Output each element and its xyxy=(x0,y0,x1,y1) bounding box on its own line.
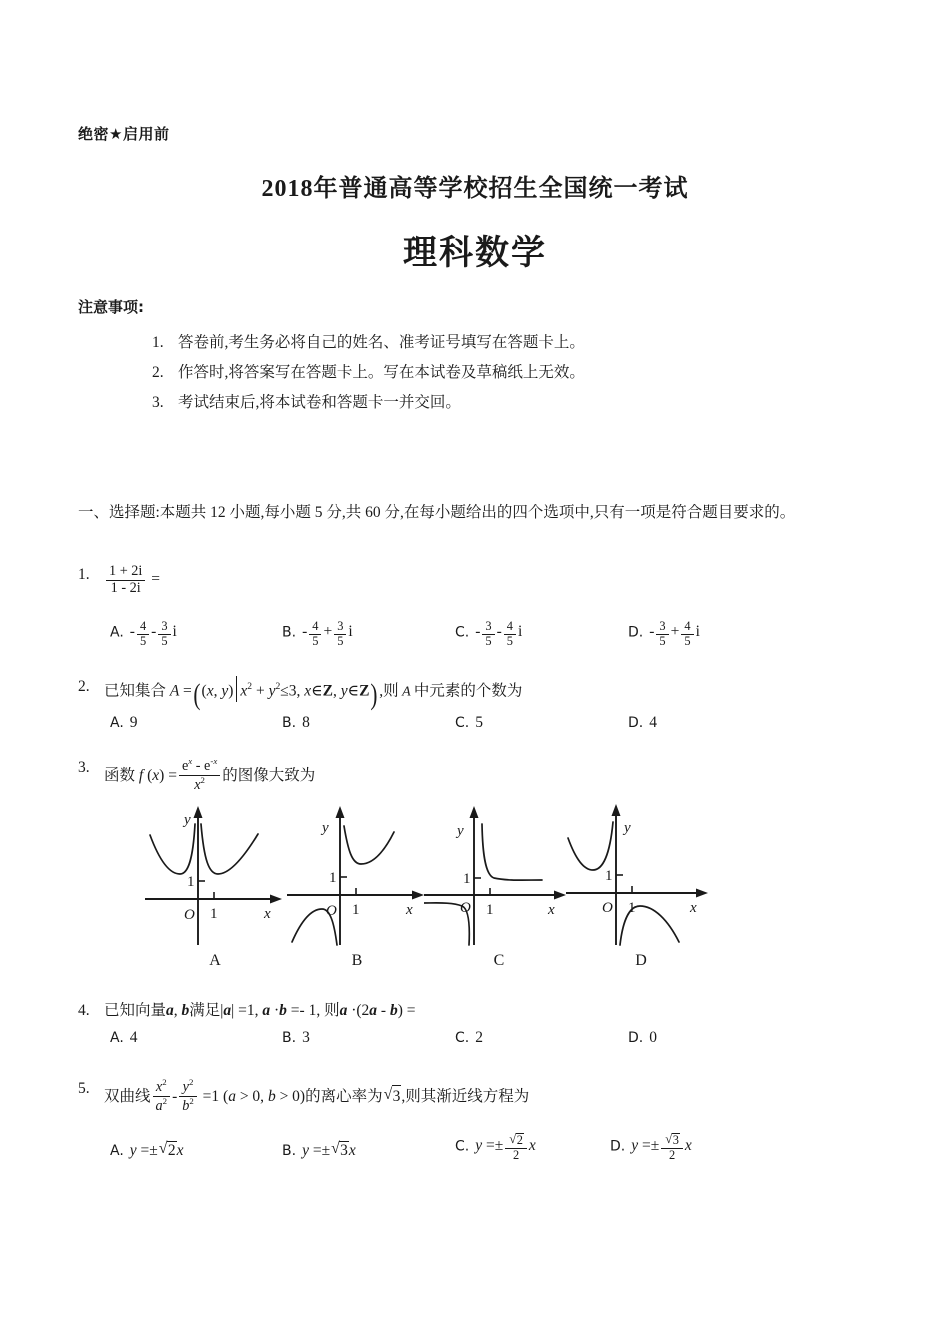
graph-option-b[interactable] xyxy=(282,802,432,987)
notice-item-number: 3. xyxy=(152,394,164,411)
graph-option-d[interactable] xyxy=(566,802,716,987)
graph-b-svg xyxy=(282,802,432,952)
y-tick-label-1: 1 xyxy=(187,874,195,890)
graph-option-a[interactable] xyxy=(140,802,290,987)
notice-list xyxy=(152,328,852,418)
option-b-value: - $\frac{4}{5}$ + $\frac{3}{5}$ i xyxy=(302,619,353,648)
question-5-prefix: 双曲线 xyxy=(104,1087,151,1105)
hyperbola-fraction-y: $\frac{y^2}{b^2}$ xyxy=(179,1078,197,1114)
option-d-label: D. xyxy=(628,715,644,731)
notice-item xyxy=(152,358,852,388)
notice-item xyxy=(152,388,852,418)
x-axis-arrow xyxy=(270,895,282,904)
option-c[interactable] xyxy=(455,1029,483,1047)
x-axis-arrow xyxy=(696,889,708,898)
y-axis-label: y xyxy=(322,820,329,836)
y-axis-arrow xyxy=(612,804,621,816)
y-axis-arrow xyxy=(194,806,203,818)
option-d-label: D. xyxy=(628,1030,644,1046)
curve-right-branch xyxy=(201,824,258,874)
complex-fraction: $\frac{1 + 2i}{1 - 2i}$ xyxy=(106,564,145,597)
question-4-number: 4. xyxy=(78,1002,90,1019)
graph-d-label: D xyxy=(635,952,647,969)
x-axis-label: x xyxy=(264,906,271,922)
option-c-label: C. xyxy=(455,715,470,731)
x-axis-arrow xyxy=(412,891,424,900)
option-b[interactable] xyxy=(282,1141,356,1160)
function-fraction: $\frac{e^x - e^{-x}}{x^2}$ xyxy=(179,757,220,793)
option-b-label: B. xyxy=(282,1143,297,1159)
notice-item xyxy=(152,328,852,358)
question-1 xyxy=(78,564,160,597)
origin-label: O xyxy=(460,900,471,916)
option-a-value: 4 xyxy=(129,1029,138,1046)
secret-mark: 绝密★启用前 xyxy=(78,125,170,143)
option-c[interactable] xyxy=(455,714,483,732)
question-1-stem: $\frac{1 + 2i}{1 - 2i}$ = xyxy=(104,564,160,597)
option-c-value: 2 xyxy=(475,1029,483,1046)
question-5-number: 5. xyxy=(78,1080,90,1097)
option-b-value: 3 xyxy=(302,1029,310,1046)
option-c-value: y =± √ $\frac{2}{2}$ x xyxy=(475,1137,536,1154)
question-3 xyxy=(78,757,315,793)
x-tick-label-1: 1 xyxy=(486,902,494,918)
option-d-label: D. xyxy=(610,1138,626,1155)
curve-left-branch xyxy=(568,822,613,870)
question-5-mid: 的离心率为 xyxy=(305,1087,383,1105)
option-a[interactable] xyxy=(110,1029,138,1047)
option-a-label: A. xyxy=(110,1030,124,1046)
option-a[interactable] xyxy=(110,1141,183,1160)
option-d-value: - $\frac{3}{5}$ + $\frac{4}{5}$ i xyxy=(649,619,700,648)
question-2-number: 2. xyxy=(78,678,90,695)
graph-a-svg xyxy=(140,802,290,952)
option-b-label: B. xyxy=(282,715,297,731)
x-axis-label: x xyxy=(406,902,413,918)
option-b-value: 8 xyxy=(302,714,310,731)
question-3-graphs xyxy=(140,802,840,987)
question-2-prefix: 已知集合 xyxy=(104,682,167,700)
question-3-stem: 函数 f (x) = $\frac{e^x - e^{-x}}{x^2}$ 的图像大致为 xyxy=(104,756,316,793)
option-d[interactable] xyxy=(628,1029,657,1047)
y-tick-label-1: 1 xyxy=(463,871,471,887)
sqrt-3: √ 3 xyxy=(384,1085,402,1108)
option-d-label: D. xyxy=(628,624,644,641)
option-c-value: - $\frac{3}{5}$ - $\frac{4}{5}$ i xyxy=(475,619,523,648)
graph-b-label: B xyxy=(351,952,363,969)
x-axis-arrow xyxy=(554,891,566,900)
x-tick-label-1: 1 xyxy=(210,906,218,922)
graph-a-label: A xyxy=(209,952,221,969)
question-2-mid: ,则 xyxy=(379,682,399,700)
option-c-label: C. xyxy=(455,624,470,641)
option-a-label: A. xyxy=(110,624,124,641)
origin-label: O xyxy=(184,907,195,923)
option-a-value: 9 xyxy=(129,714,138,731)
question-2 xyxy=(78,676,523,711)
notice-title: 注意事项: xyxy=(78,298,144,316)
y-tick-label-1: 1 xyxy=(605,868,613,884)
option-d[interactable] xyxy=(610,1133,692,1163)
option-d[interactable] xyxy=(628,620,700,649)
y-axis-label: y xyxy=(457,823,464,839)
option-b[interactable] xyxy=(282,1029,310,1047)
curve-right-branch xyxy=(482,824,542,880)
option-c-label: C. xyxy=(455,1138,470,1155)
option-a[interactable] xyxy=(110,620,177,649)
curve-left-branch xyxy=(150,824,195,874)
notice-item-text: 考试结束后,将本试卷和答题卡一并交回。 xyxy=(178,394,461,411)
notice-item-number: 1. xyxy=(152,334,164,351)
question-5-stem: 双曲线 $\frac{x^2}{a^2}$ - $\frac{y^2}{b^2}$ =1 (a > 0, b > 0)的离心率为 √ 3,则其渐近线方程为 xyxy=(104,1078,529,1114)
exam-title: 2018年普通高等学校招生全国统一考试 xyxy=(261,176,689,202)
x-axis-label: x xyxy=(548,902,555,918)
y-axis-label: y xyxy=(624,820,631,836)
graph-option-c[interactable] xyxy=(424,802,574,987)
option-c-label: C. xyxy=(455,1030,470,1046)
question-2-stem: 已知集合 A =((x, y) $x^2 + y^2\le 3$, x∈Z, y∈Z),则 A 中元素的个数为 xyxy=(104,676,522,704)
question-2-suffix: 中元素的个数为 xyxy=(413,682,523,700)
question-3-number: 3. xyxy=(78,759,90,776)
option-a[interactable] xyxy=(110,714,138,732)
option-b-value: y =± √ 3x xyxy=(302,1142,356,1159)
y-tick-label-1: 1 xyxy=(329,870,337,886)
question-5-suffix: ,则其渐近线方程为 xyxy=(401,1087,530,1105)
y-axis-arrow xyxy=(336,806,345,818)
notice-item-number: 2. xyxy=(152,364,164,381)
option-b[interactable] xyxy=(282,620,353,649)
question-4-stem: 已知向量a, b满足|a| =1, a ·b =- 1, 则a ·(2a - b) = xyxy=(104,1002,416,1019)
notice-item-text: 作答时,将答案写在答题卡上。写在本试卷及草稿纸上无效。 xyxy=(178,364,585,381)
option-a-value: - $\frac{4}{5}$ - $\frac{3}{5}$ i xyxy=(129,619,177,648)
section-intro: 一、选择题:本题共 12 小题,每小题 5 分,共 60 分,在每小题给出的四个选项中,只有一项是符合题目要求的。 xyxy=(78,504,796,521)
question-5 xyxy=(78,1078,529,1114)
option-a-label: A. xyxy=(110,715,124,731)
y-axis-arrow xyxy=(470,806,479,818)
question-3-prefix: 函数 xyxy=(104,766,136,784)
x-axis-label: x xyxy=(690,900,697,916)
option-d[interactable] xyxy=(628,714,657,732)
graph-c-label: C xyxy=(493,952,505,969)
option-b[interactable] xyxy=(282,714,310,732)
origin-label: O xyxy=(326,903,337,919)
option-d-value: y =± √ $\frac{3}{2}$ x xyxy=(631,1137,692,1154)
subject-title: 理科数学 xyxy=(403,233,547,273)
question-1-number: 1. xyxy=(78,566,90,583)
graph-d-svg xyxy=(566,802,716,952)
hyperbola-fraction-x: $\frac{x^2}{a^2}$ xyxy=(153,1078,171,1114)
option-b-label: B. xyxy=(282,624,297,641)
question-4 xyxy=(78,1000,416,1022)
option-a-label: A. xyxy=(110,1143,124,1159)
x-tick-label-1: 1 xyxy=(628,900,636,916)
y-axis-label: y xyxy=(184,812,191,828)
curve-right-branch xyxy=(344,826,394,864)
option-b-label: B. xyxy=(282,1030,297,1046)
option-d-value: 0 xyxy=(649,1029,657,1046)
option-d-value: 4 xyxy=(649,714,657,731)
option-c-value: 5 xyxy=(475,714,483,731)
option-c[interactable] xyxy=(455,620,522,649)
origin-label: O xyxy=(602,900,613,916)
option-c[interactable] xyxy=(455,1133,536,1163)
question-3-suffix: 的图像大致为 xyxy=(222,766,316,784)
x-tick-label-1: 1 xyxy=(352,902,360,918)
graph-c-svg xyxy=(424,802,574,952)
notice-item-text: 答卷前,考生务必将自己的姓名、准考证号填写在答题卡上。 xyxy=(178,334,585,351)
option-a-value: y =± √ 2x xyxy=(130,1142,184,1159)
